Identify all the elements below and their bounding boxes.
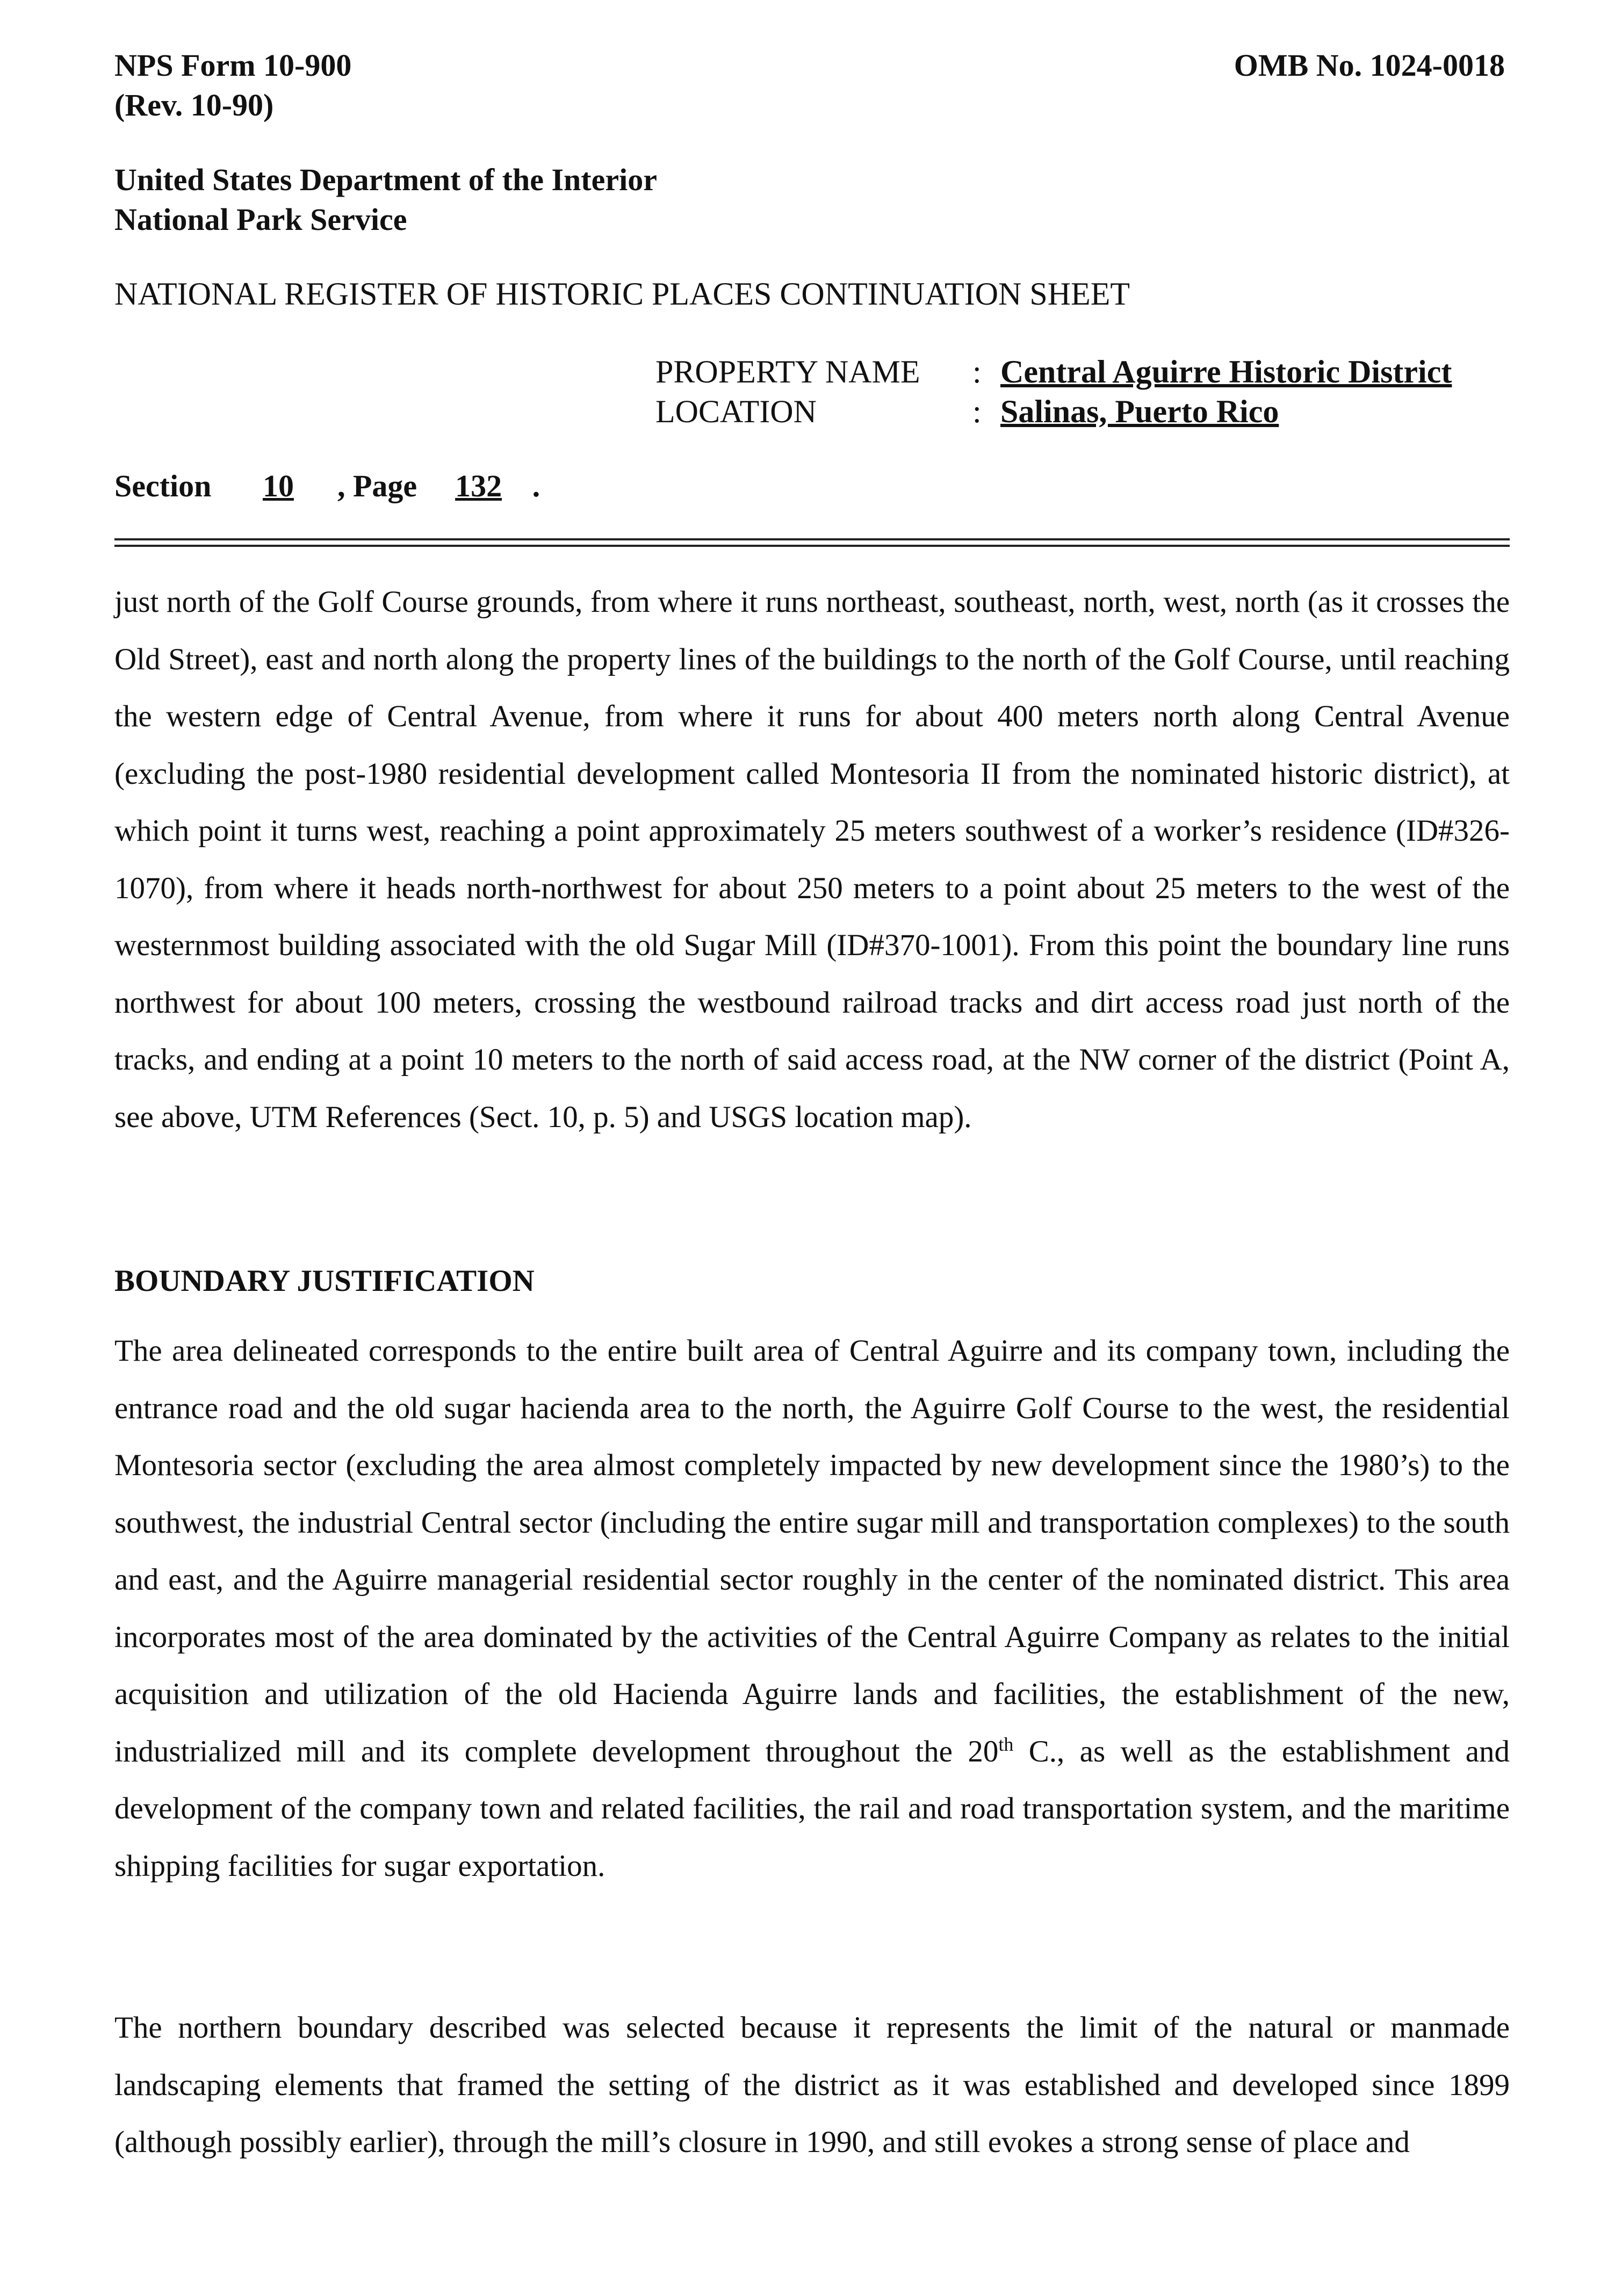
justification-text-part1: The area delineated corresponds to the entire built area of Central Aguirre and its company town, including the entrance road and the old sugar hacienda area to the north, the Aguirre Golf Course to the west, the residential Montesoria sector (excluding the area almost completely impacted by new development since the 1980’s) to the southwest, the industrial Central sector (including the entire sugar mill and transportation complexes) to the south and east, and the Aguirre managerial residential sector roughly in the center of the nominated district. This area incorporates most of the area dominated by the activities of the Central Aguirre Company as relates to the initial acquisition and utilization of the old Hacienda Aguirre lands and facilities, the establishment of the new, industrialized mill and its complete development throughout the 20 <box>114 1334 1510 1768</box>
omb-number: OMB No. 1024-0018 <box>1234 48 1505 83</box>
justification-superscript: th <box>998 1733 1014 1755</box>
justification-text-part2: C., as well as the establishment and development of the company town and related facilities, the rail and road transportation system, and the maritime shipping facilities for sugar exportation. <box>114 1734 1510 1883</box>
location-row <box>655 392 1452 431</box>
section-number: 10 <box>262 468 294 503</box>
service-name: National Park Service <box>114 202 407 237</box>
header-divider-bottom <box>114 545 1510 547</box>
section-end-punct: . <box>532 468 540 503</box>
page-number: 132 <box>455 468 502 503</box>
boundary-description-paragraph: just north of the Golf Course grounds, from where it runs northeast, southeast, north, west, north (as it crosses the Old Street), east and north along the property lines of the buildings to the north of the Golf Course, until reaching the western edge of Central Avenue, from where it runs for about 400 meters north along Central Avenue (excluding the post-1980 residential development called Montesoria II from the nominated historic district), at which point it turns west, reaching a point approximately 25 meters southwest of a worker’s residence (ID#326-1070), from where it heads north-northwest for about 250 meters to a point about 25 meters to the west of the westernmost building associated with the old Sugar Mill (ID#370-1001). From this point the boundary line runs northwest for about 100 meters, crossing the westbound railroad tracks and dirt access road just north of the tracks, and ending at a point 10 meters to the north of said access road, at the NW corner of the district (Point A, see above, UTM References (Sect. 10, p. 5) and USGS location map). <box>114 585 1510 1134</box>
form-number: NPS Form 10-900 <box>114 48 352 83</box>
department-name: United States Department of the Interior <box>114 162 657 197</box>
northern-boundary-paragraph: The northern boundary described was selected because it represents the limit of the natural or manmade landscaping elements that framed the setting of the district as it was established and developed since 1899 (although possibly earlier), through the mill’s closure in 1990, and still evokes a strong sense of place and <box>114 2011 1510 2159</box>
property-name-value: Central Aguirre Historic District <box>1000 354 1452 389</box>
form-revision: (Rev. 10-90) <box>114 88 274 122</box>
section-label: Section <box>114 468 212 503</box>
boundary-justification-paragraph <box>114 1323 1510 1895</box>
property-name-row <box>655 352 1452 392</box>
location-label: LOCATION <box>655 394 817 429</box>
header-divider-top <box>114 538 1510 540</box>
section-page-line <box>114 466 540 506</box>
agency-block <box>114 160 657 240</box>
boundary-justification-heading: BOUNDARY JUSTIFICATION <box>114 1264 535 1298</box>
property-name-label: PROPERTY NAME <box>655 354 920 389</box>
property-info <box>655 352 1452 431</box>
form-identifier <box>114 46 351 125</box>
property-name-colon: : <box>972 354 982 389</box>
page-label: , Page <box>337 468 417 503</box>
location-colon: : <box>972 394 982 429</box>
location-value: Salinas, Puerto Rico <box>1000 394 1279 429</box>
sheet-title: NATIONAL REGISTER OF HISTORIC PLACES CONTINUATION SHEET <box>114 276 1130 312</box>
